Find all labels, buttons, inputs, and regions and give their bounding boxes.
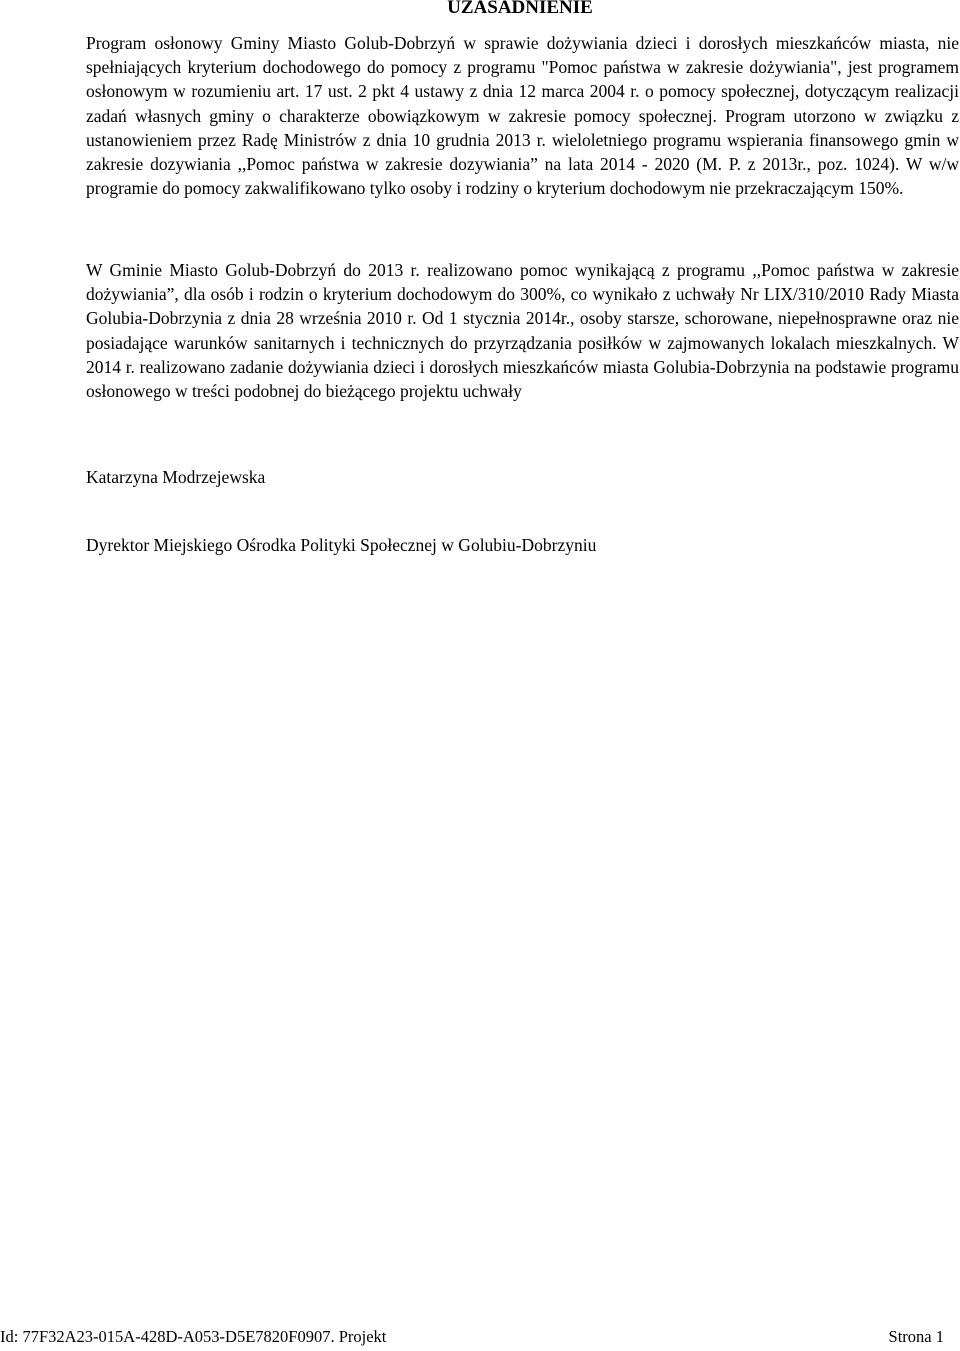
paragraph-program-history: W Gminie Miasto Golub-Dobrzyń do 2013 r. realizowano pomoc wynikającą z programu ,,Pomoc państwa w zakresie dożywiania”, dla osób i rodzin o kryterium dochodowym do 300%, co wynikało z uchwały Nr LIX/310/2010 Rady Miasta Golubia-Dobrzynia z dnia 28 września 2010 r. Od 1 stycznia 2014r., osoby starsze, schorowane, niepełnosprawne oraz nie posiadające warunków sanitarnych i technicznych do przyrządzania posiłków w zajmowanych lokalach mieszkalnych. W 2014 r. realizowano zadanie dożywiania dzieci i dorosłych mieszkańców miasta Golubia-Dobrzynia na podstawie programu osłonowego w treści podobnej do bieżącego projektu uchwały: [86, 260, 959, 402]
signatory-role: Dyrektor Miejskiego Ośrodka Polityki Społecznej w Golubiu-Dobrzyniu: [86, 535, 597, 555]
document-id: Id: 77F32A23-015A-428D-A053-D5E7820F0907. Projekt: [0, 1327, 387, 1346]
signatory-name: Katarzyna Modrzejewska: [86, 467, 266, 487]
document-title: UZASADNIENIE: [447, 0, 593, 18]
page-number: Strona 1: [888, 1327, 944, 1346]
paragraph-program-description: Program osłonowy Gminy Miasto Golub-Dobrzyń w sprawie dożywiania dzieci i dorosłych mieszkańców miasta, nie spełniających kryterium dochodowego do pomocy z programu "Pomoc państwa w zakresie dożywiania", jest programem osłonowym w rozumieniu art. 17 ust. 2 pkt 4 ustawy z dnia 12 marca 2004 r. o pomocy społecznej, dotyczącym realizacji zadań własnych gminy o charakterze obowiązkowym w zakresie pomocy społecznej. Program utorzono w związku z ustanowieniem przez Radę Ministrów z dnia 10 grudnia 2013 r. wieloletniego programu wspierania finansowego gmin w zakresie dozywiania ,,Pomoc państwa w zakresie dozywiania” na lata 2014 - 2020 (M. P. z 2013r., poz. 1024). W w/w programie do pomocy zakwalifikowano tylko osoby i rodziny o kryterium dochodowym nie przekraczającym 150%.: [86, 33, 959, 199]
